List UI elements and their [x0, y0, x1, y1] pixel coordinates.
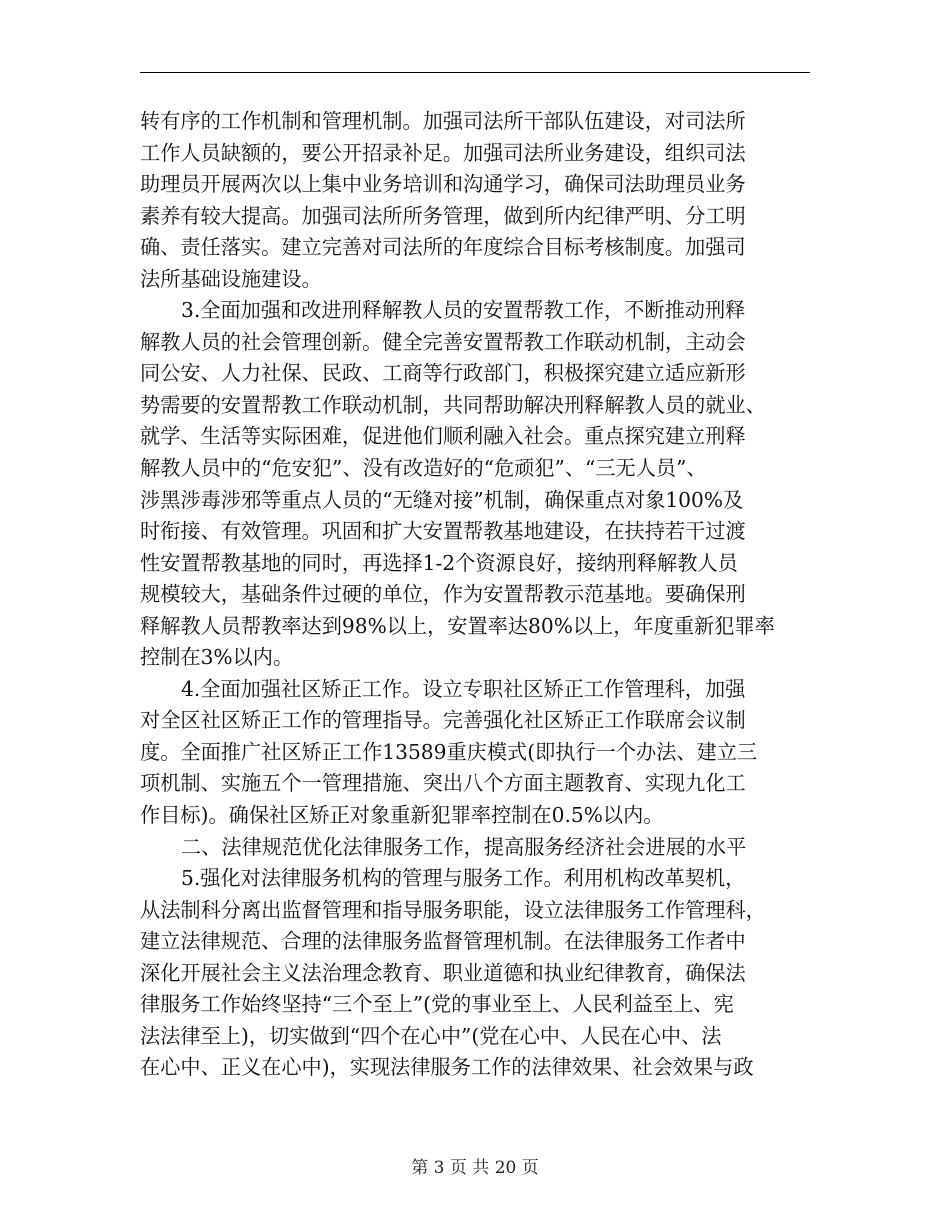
text-line: 同公安、人力社保、民政、工商等行政部门，积极探究建立适应新形 [140, 361, 746, 386]
paragraph [140, 863, 820, 1084]
text-line: 建立法律规范、合理的法律服务监督管理机制。在法律服务工作者中 [140, 929, 746, 954]
text-line: 势需要的安置帮教工作联动机制，共同帮助解决刑释解教人员的就业、 [140, 392, 766, 417]
page-footer [0, 1153, 950, 1178]
document-body [140, 106, 820, 1084]
text-line: 时衔接、有效管理。巩固和扩大安置帮教基地建设，在扶持若干过渡 [140, 519, 746, 544]
text-line: 二、法律规范优化法律服务工作，提高服务经济社会进展的水平 [181, 834, 747, 859]
text-line: 控制在3%以内。 [140, 645, 294, 670]
text-line: 度。全面推广社区矫正工作13589重庆模式(即执行一个办法、建立三 [140, 739, 758, 764]
text-line: 深化开展社会主义法治理念教育、职业道德和执业纪律教育，确保法 [140, 960, 746, 985]
text-line: 释解教人员帮教率达到98%以上，安置率达80%以上，年度重新犯罪率 [140, 613, 775, 638]
text-line: 转有序的工作机制和管理机制。加强司法所干部队伍建设，对司法所 [140, 109, 746, 133]
paragraph [140, 832, 820, 864]
text-line: 4.全面加强社区矫正工作。设立专职社区矫正工作管理科，加强 [181, 676, 746, 701]
text-line: 工作人员缺额的，要公开招录补足。加强司法所业务建设，组织司法 [140, 140, 746, 165]
text-line: 规模较大，基础条件过硬的单位，作为安置帮教示范基地。要确保刑 [140, 582, 746, 607]
text-line: 涉黑涉毒涉邪等重点人员的“无缝对接”机制，确保重点对象100%及 [140, 487, 744, 512]
text-line: 解教人员中的“危安犯”、没有改造好的“危顽犯”、“三无人员”、 [140, 456, 707, 481]
text-line: 5.强化对法律服务机构的管理与服务工作。利用机构改革契机， [181, 866, 746, 891]
text-line: 作目标)。确保社区矫正对象重新犯罪率控制在0.5%以内。 [140, 803, 664, 828]
text-line: 性安置帮教基地的同时，再选择1-2个资源良好，接纳刑释解教人员 [140, 550, 738, 575]
text-line: 律服务工作始终坚持“三个至上”(党的事业至上、人民利益至上、宪 [140, 992, 734, 1017]
text-line: 助理员开展两次以上集中业务培训和沟通学习，确保司法助理员业务 [140, 172, 746, 197]
text-line: 项机制、实施五个一管理措施、突出八个方面主题教育、实现九化工 [140, 771, 746, 796]
text-line: 就学、生活等实际困难，促进他们顺利融入社会。重点探究建立刑释 [140, 424, 746, 449]
paragraph [140, 106, 820, 295]
page-number: 第 3 页 共 20 页 [411, 1158, 539, 1178]
text-line: 法法律至上)，切实做到“四个在心中”(党在心中、人民在心中、法 [140, 1023, 722, 1048]
header-rule [140, 72, 810, 73]
text-line: 从法制科分离出监督管理和指导服务职能，设立法律服务工作管理科， [140, 897, 766, 922]
text-line: 素养有较大提高。加强司法所所务管理，做到所内纪律严明、分工明 [140, 203, 746, 228]
text-line: 解教人员的社会管理创新。健全完善安置帮教工作联动机制，主动会 [140, 329, 746, 354]
text-line: 确、责任落实。建立完善对司法所的年度综合目标考核制度。加强司 [140, 235, 746, 260]
text-line: 3.全面加强和改进刑释解教人员的安置帮教工作，不断推动刑释 [181, 298, 746, 323]
text-line: 在心中、正义在心中)，实现法律服务工作的法律效果、社会效果与政 [140, 1055, 754, 1080]
text-line: 法所基础设施建设。 [140, 266, 322, 291]
text-line: 对全区社区矫正工作的管理指导。完善强化社区矫正工作联席会议制 [140, 708, 746, 733]
paragraph [140, 295, 820, 674]
paragraph [140, 674, 820, 832]
